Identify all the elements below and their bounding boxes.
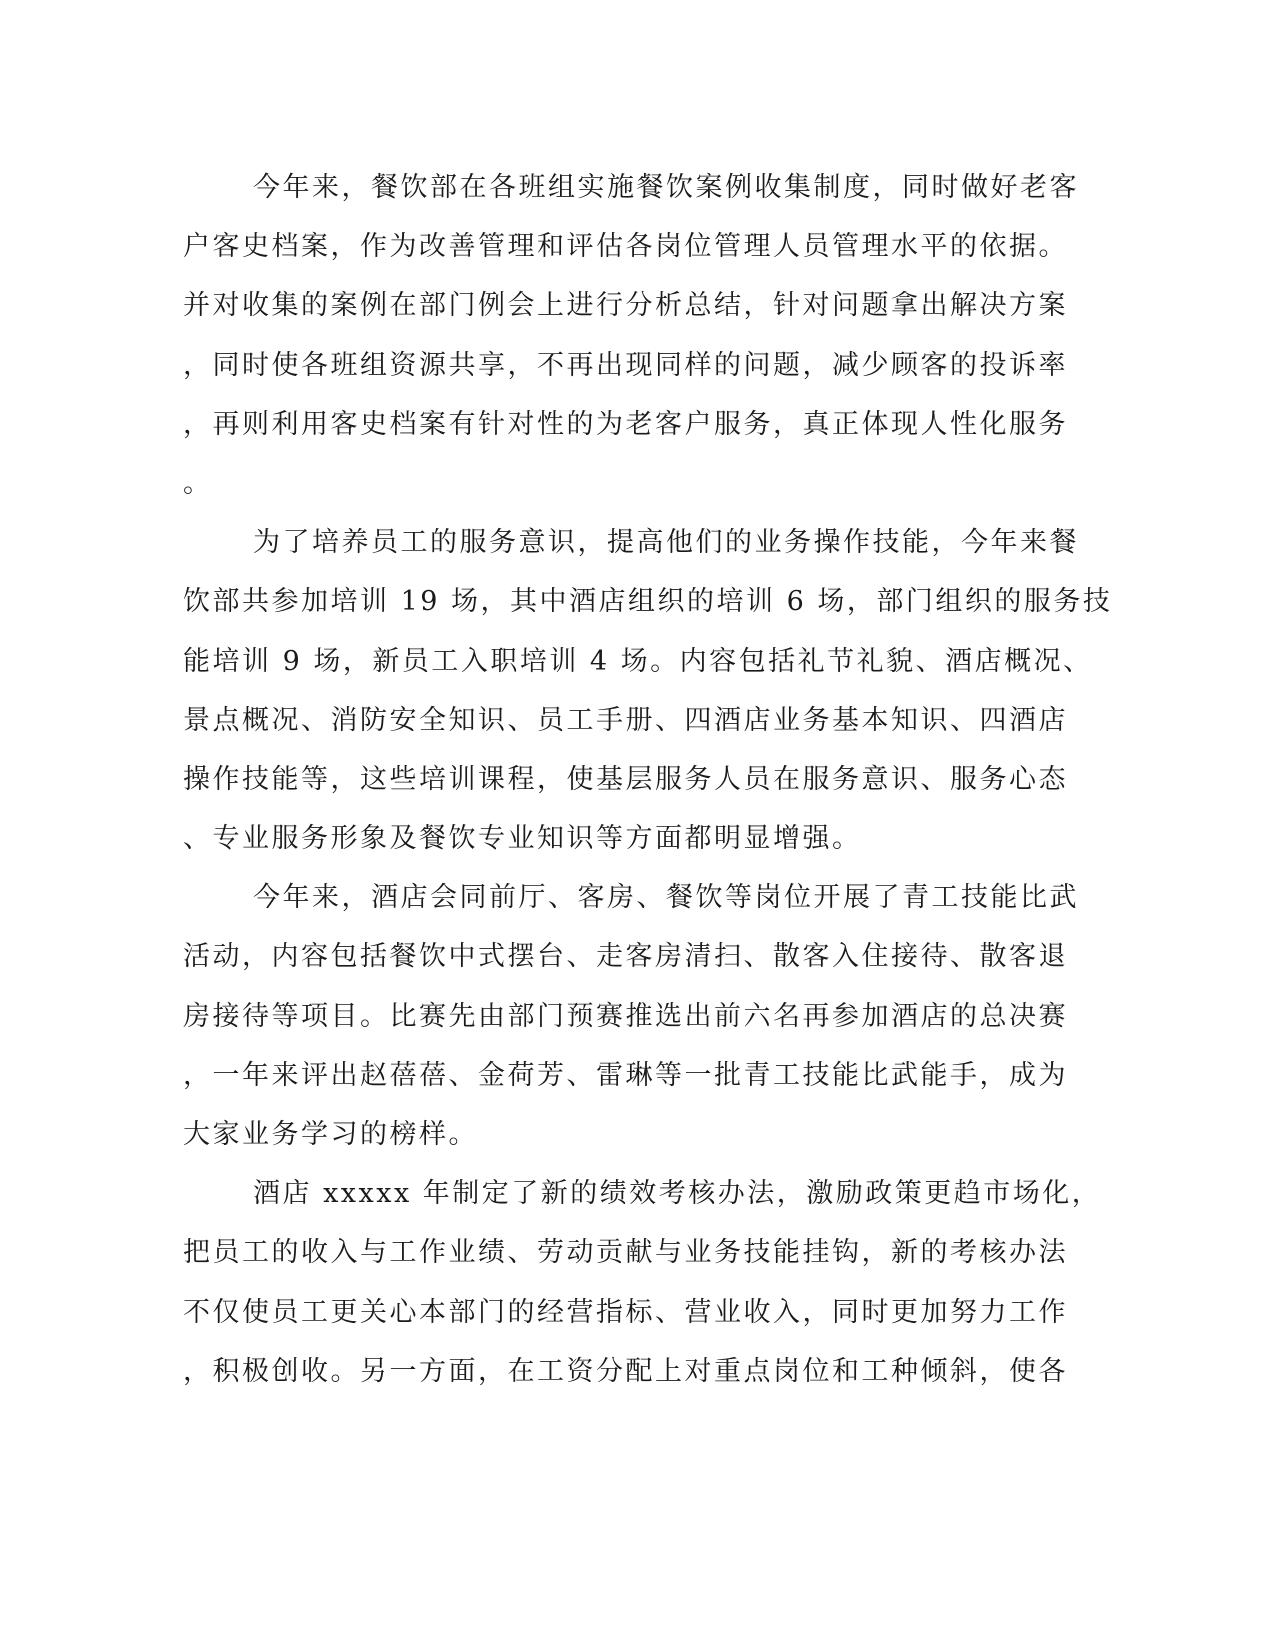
paragraph-1-line-6: 。 [183,467,213,499]
paragraph-4-line-4: ，积极创收。另一方面，在工资分配上对重点岗位和工种倾斜，使各 [183,1355,1068,1387]
paragraph-3-line-5: 大家业务学习的榜样。 [183,1119,478,1150]
paragraph-3-line-2: 活动，内容包括餐饮中式摆台、走客房清扫、散客入住接待、散客退 [183,941,1068,973]
paragraph-2-line-2: 饮部共参加培训 19 场，其中酒店组织的培训 6 场，部门组织的服务技 [183,586,1113,618]
paragraph-1-line-3: 并对收集的案例在部门例会上进行分析总结，针对问题拿出解决方案 [183,290,1068,322]
paragraph-1-line-5: ，再则利用客史档案有针对性的为老客户服务，真正体现人性化服务 [183,408,1068,440]
paragraph-1-line-2: 户客史档案，作为改善管理和评估各岗位管理人员管理水平的依据。 [183,231,1068,263]
paragraph-1-line-1: 今年来，餐饮部在各班组实施餐饮案例收集制度，同时做好老客 [253,172,1079,203]
paragraph-4-line-3: 不仅使员工更关心本部门的经营指标、营业收入，同时更加努力工作 [183,1296,1068,1328]
paragraph-4-line-2: 把员工的收入与工作业绩、劳动贡献与业务技能挂钩，新的考核办法 [183,1237,1068,1269]
paragraph-1-line-4: ，同时使各班组资源共享，不再出现同样的问题，减少顾客的投诉率 [183,349,1068,381]
paragraph-2-line-1: 为了培养员工的服务意识，提高他们的业务操作技能，今年来餐 [253,527,1079,559]
paragraph-3-line-1: 今年来，酒店会同前厅、客房、餐饮等岗位开展了青工技能比武 [253,882,1079,914]
paragraph-2-line-5: 操作技能等，这些培训课程，使基层服务人员在服务意识、服务心态 [183,763,1068,795]
paragraph-2-line-4: 景点概况、消防安全知识、员工手册、四酒店业务基本知识、四酒店 [183,704,1068,736]
paragraph-3-line-4: ，一年来评出赵蓓蓓、金荷芳、雷琳等一批青工技能比武能手，成为 [183,1059,1068,1091]
paragraph-2-line-6: 、专业服务形象及餐饮专业知识等方面都明显增强。 [183,823,862,855]
paragraph-2-line-3: 能培训 9 场，新员工入职培训 4 场。内容包括礼节礼貌、酒店概况、 [183,645,1093,677]
document-body [183,158,1113,1401]
paragraph-4-line-1: 酒店 xxxxx 年制定了新的绩效考核办法，激励政策更趋市场化， [253,1178,1102,1210]
paragraph-3-line-3: 房接待等项目。比赛先由部门预赛推选出前六名再参加酒店的总决赛 [183,1000,1068,1032]
